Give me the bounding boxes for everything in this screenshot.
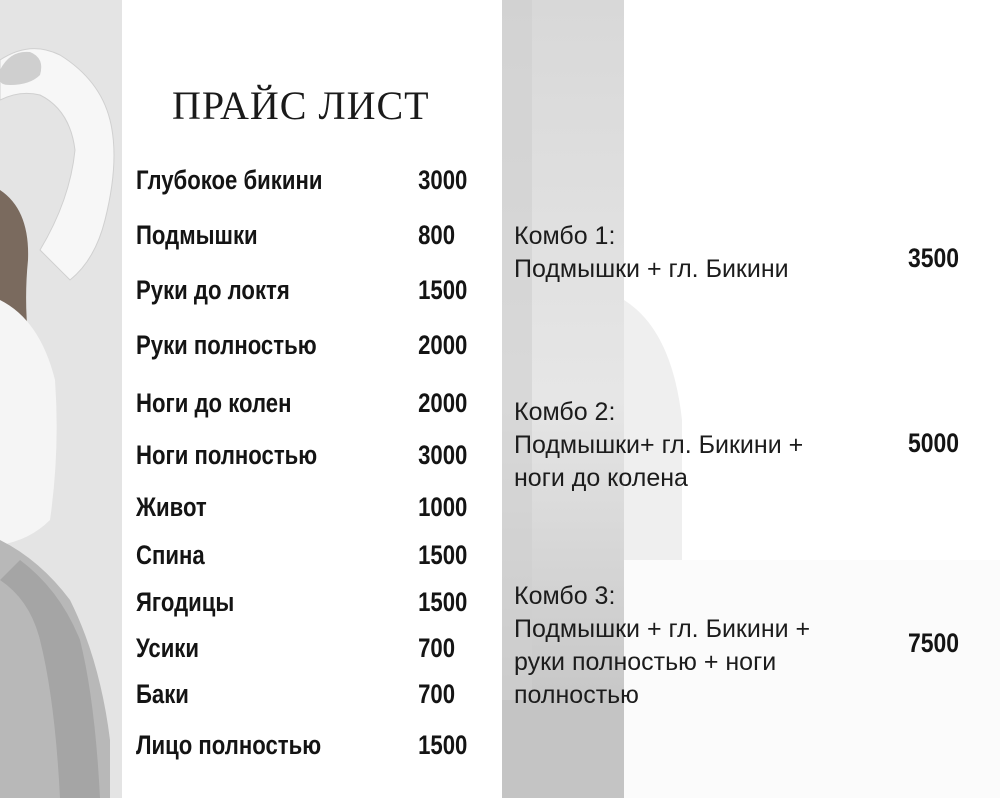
combo-block <box>514 220 914 286</box>
service-price: 1500 <box>418 730 468 760</box>
service-price: 3000 <box>418 165 468 195</box>
price-row <box>136 540 468 576</box>
combo-label: Комбо 2: <box>514 398 616 426</box>
combo-description-line: руки полностью + ноги <box>514 648 777 676</box>
service-name: Ягодицы <box>136 587 235 617</box>
price-row <box>136 587 468 623</box>
price-row <box>136 440 468 476</box>
service-price: 2000 <box>418 330 468 360</box>
price-row <box>136 492 468 528</box>
price-row <box>136 330 468 366</box>
combo-label: Комбо 3: <box>514 582 616 610</box>
price-row <box>136 730 468 766</box>
service-name: Ноги до колен <box>136 388 292 418</box>
page-title: ПРАЙС ЛИСТ <box>172 83 430 128</box>
combo-price: 3500 <box>908 243 960 273</box>
woman-photo-illustration <box>0 0 122 798</box>
combo-description-line: полностью <box>514 681 639 709</box>
service-name: Живот <box>136 492 207 522</box>
price-row <box>136 220 456 256</box>
service-name: Подмышки <box>136 220 258 250</box>
service-name: Усики <box>136 633 199 663</box>
combo-block <box>514 580 914 712</box>
service-price: 700 <box>418 679 456 709</box>
service-price: 1500 <box>418 275 468 305</box>
service-name: Спина <box>136 540 205 570</box>
price-row <box>136 388 468 424</box>
service-price: 700 <box>418 633 456 663</box>
service-price: 1500 <box>418 540 468 570</box>
combo-description-line: Подмышки+ гл. Бикини + <box>514 431 804 459</box>
price-row <box>136 633 456 669</box>
service-name: Руки до локтя <box>136 275 290 305</box>
service-price: 1500 <box>418 587 468 617</box>
combo-price: 7500 <box>908 628 960 658</box>
photo-left <box>0 0 122 798</box>
combo-description-line: ноги до колена <box>514 464 688 492</box>
combo-description-line: Подмышки + гл. Бикини + <box>514 615 811 643</box>
service-price: 2000 <box>418 388 468 418</box>
price-row <box>136 165 468 201</box>
combo-description-line: Подмышки + гл. Бикини <box>514 255 789 283</box>
service-name: Ноги полностью <box>136 440 318 470</box>
service-name: Руки полностью <box>136 330 317 360</box>
price-row <box>136 275 468 311</box>
service-price: 3000 <box>418 440 468 470</box>
combo-block <box>514 396 914 495</box>
service-price: 800 <box>418 220 456 250</box>
combo-price: 5000 <box>908 428 960 458</box>
price-row <box>136 679 456 715</box>
service-name: Глубокое бикини <box>136 165 323 195</box>
service-name: Баки <box>136 679 189 709</box>
service-price: 1000 <box>418 492 468 522</box>
combo-label: Комбо 1: <box>514 222 616 250</box>
service-name: Лицо полностью <box>136 730 322 760</box>
